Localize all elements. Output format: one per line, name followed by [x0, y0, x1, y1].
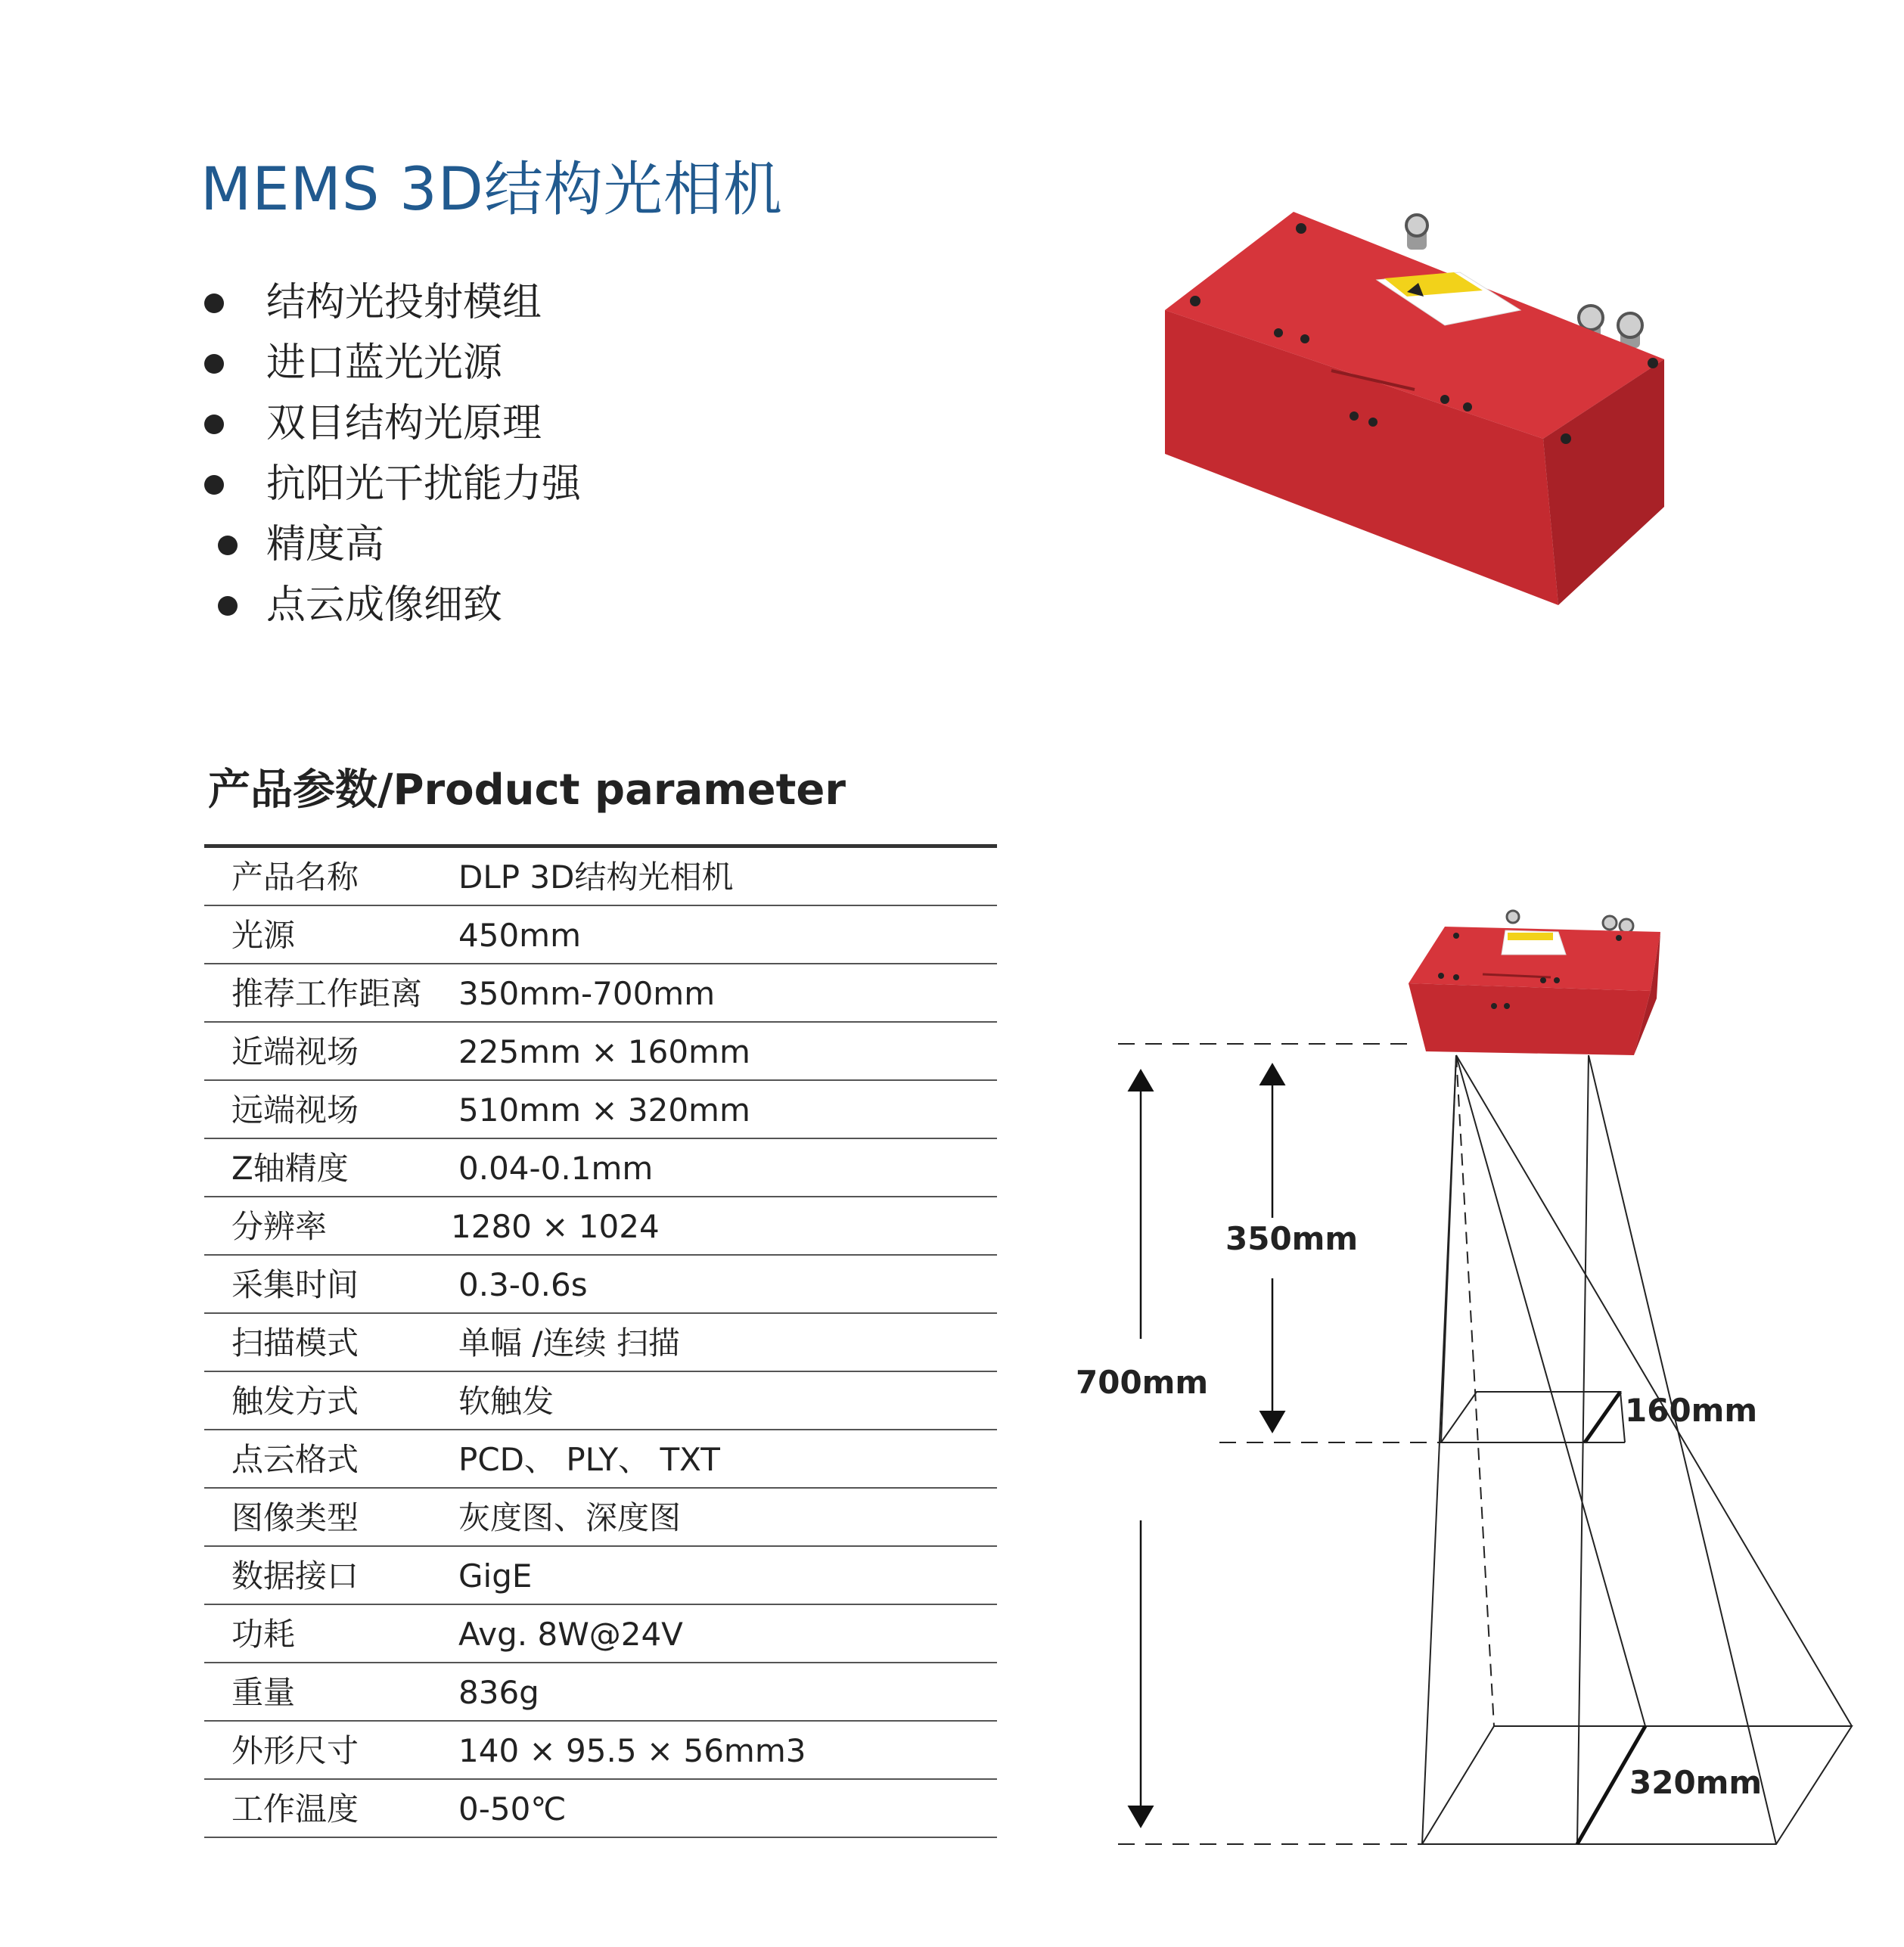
param-key: 产品名称: [231, 859, 359, 896]
param-key: 采集时间: [231, 1266, 359, 1303]
param-key: 推荐工作距离: [231, 975, 423, 1012]
param-value: 0-50℃: [458, 1790, 567, 1827]
param-value: 350mm-700mm: [458, 975, 716, 1012]
feature-text: 结构光投射模组: [266, 280, 542, 325]
near-distance-label: 350mm: [1225, 1220, 1359, 1257]
param-key: 数据接口: [231, 1557, 359, 1595]
param-key: 外形尺寸: [231, 1732, 359, 1769]
param-key: Z轴精度: [231, 1150, 349, 1187]
param-value: 225mm × 160mm: [458, 1033, 750, 1070]
feature-text: 进口蓝光光源: [266, 340, 503, 386]
param-value: 软触发: [458, 1383, 554, 1420]
param-key: 功耗: [231, 1616, 296, 1653]
far-distance-label: 700mm: [1076, 1364, 1209, 1401]
param-value: PCD、 PLY、 TXT: [458, 1441, 720, 1478]
camera-small-image: [1409, 911, 1660, 1055]
page-title: MEMS 3D结构光相机: [200, 156, 783, 224]
param-key: 点云格式: [231, 1441, 359, 1478]
param-value: 836g: [458, 1674, 539, 1711]
feature-text: 点云成像细致: [266, 582, 503, 628]
param-key: 近端视场: [231, 1033, 359, 1070]
param-key: 触发方式: [231, 1383, 359, 1420]
param-key: 图像类型: [231, 1499, 359, 1536]
feature-text: 双目结构光原理: [266, 401, 542, 446]
param-value: 灰度图、深度图: [458, 1499, 682, 1536]
param-value: GigE: [458, 1557, 533, 1595]
param-value: 1280 × 1024: [451, 1208, 660, 1245]
param-value: 单幅 /连续 扫描: [458, 1324, 680, 1362]
param-value: 510mm × 320mm: [458, 1092, 750, 1129]
near-depth-label: 160mm: [1625, 1392, 1758, 1429]
param-value: 0.04-0.1mm: [458, 1150, 654, 1187]
param-key: 扫描模式: [231, 1324, 359, 1362]
param-value: 450mm: [458, 917, 581, 954]
param-key: 重量: [231, 1674, 296, 1711]
param-key: 分辨率: [231, 1208, 328, 1245]
params-heading: 产品参数/Product parameter: [208, 765, 846, 815]
param-value: DLP 3D结构光相机: [458, 859, 734, 896]
param-value: Avg. 8W@24V: [458, 1616, 683, 1653]
param-value: 0.3-0.6s: [458, 1266, 588, 1303]
param-value: 140 × 95.5 × 56mm3: [458, 1732, 806, 1769]
feature-text: 抗阳光干扰能力强: [266, 461, 582, 507]
far-depth-label: 320mm: [1629, 1764, 1763, 1801]
param-key: 光源: [231, 917, 296, 954]
param-key: 工作温度: [231, 1790, 359, 1827]
feature-text: 精度高: [266, 522, 385, 567]
param-key: 远端视场: [231, 1092, 359, 1129]
